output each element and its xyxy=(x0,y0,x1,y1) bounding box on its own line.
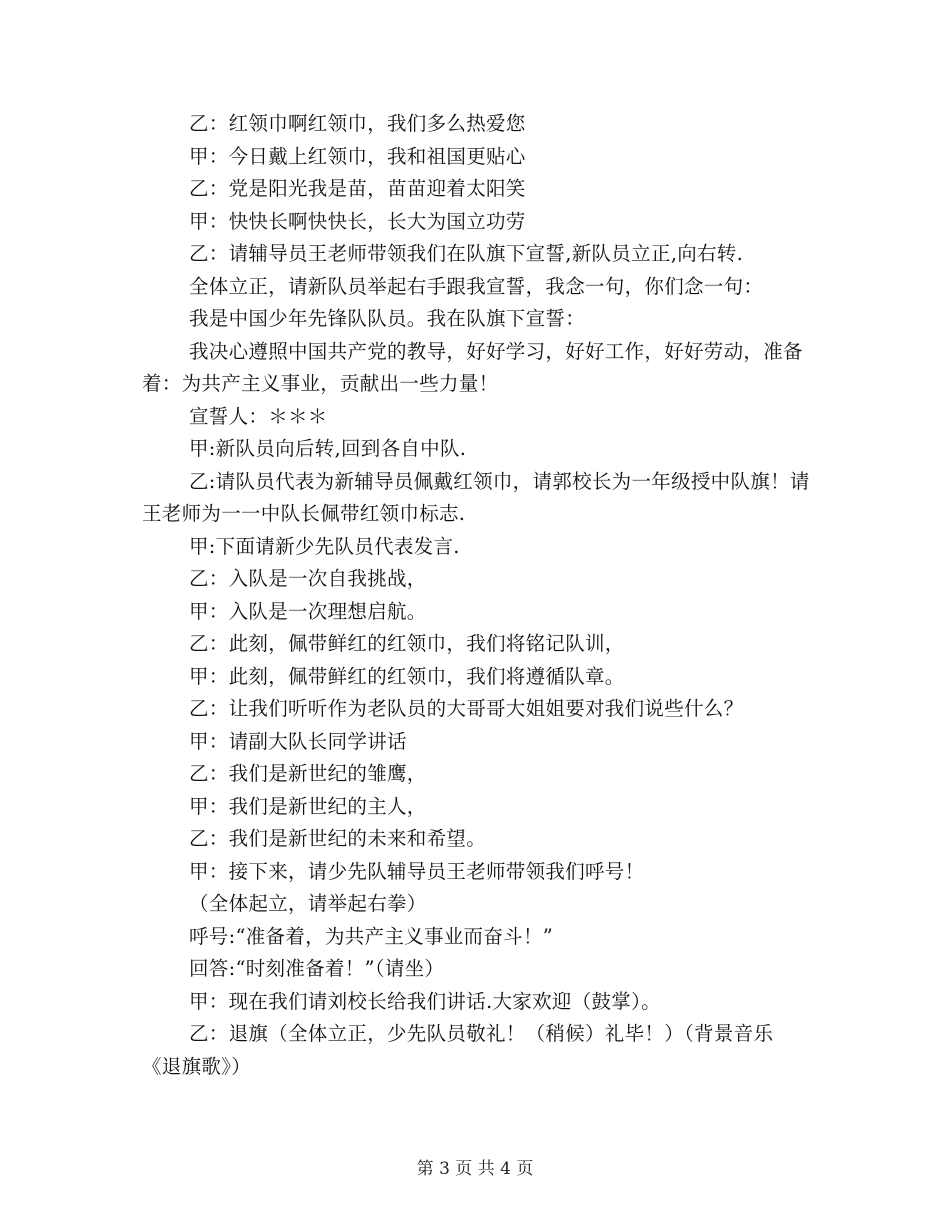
paragraph: 甲:新队员向后转,回到各自中队. xyxy=(189,437,467,460)
paragraph: 甲：接下来，请少先队辅导员王老师带领我们呼号！ xyxy=(189,859,645,883)
paragraph: 全体立正，请新队员举起右手跟我宣誓，我念一句，你们念一句： xyxy=(189,274,764,298)
paragraph: 我是中国少年先锋队队员。我在队旗下宣誓： xyxy=(189,307,586,330)
paragraph: 甲：快快长啊快快长，长大为国立功劳 xyxy=(189,209,526,233)
paragraph: 乙:请队员代表为新辅导员佩戴红领巾，请郭校长为一年级授中队旗！请王老师为一一中队长佩带红领巾标志. xyxy=(142,469,810,525)
paragraph: 甲：入队是一次理想启航。 xyxy=(189,599,427,623)
paragraph: 甲：我们是新世纪的主人， xyxy=(189,794,427,818)
paragraph: 乙：请辅导员王老师带领我们在队旗下宣誓,新队员立正,向右转. xyxy=(189,242,744,265)
paragraph: 甲：请副大队长同学讲话 xyxy=(189,729,407,753)
paragraph: 乙：让我们听听作为老队员的大哥哥大姐姐要对我们说些什么？ xyxy=(189,697,744,720)
paragraph: 乙：我们是新世纪的未来和希望。 xyxy=(189,827,487,850)
paragraph: 乙：入队是一次自我挑战， xyxy=(189,567,427,590)
paragraph: 呼号:“准备着，为共产主义事业而奋斗！” xyxy=(189,924,554,948)
paragraph: 我决心遵照中国共产党的教导，好好学习，好好工作，好好劳动，准备着：为共产主义事业，贡献出一些力量！ xyxy=(142,339,803,395)
document-body xyxy=(142,108,812,1083)
paragraph: 宣誓人：＊＊＊ xyxy=(189,404,328,428)
paragraph: 乙：此刻，佩带鲜红的红领巾，我们将铭记队训， xyxy=(189,632,625,655)
paragraph: 回答:“时刻准备着！”（请坐） xyxy=(189,957,445,980)
paragraph: 甲:下面请新少先队员代表发言. xyxy=(189,534,460,558)
paragraph: 乙：红领巾啊红领巾，我们多么热爱您 xyxy=(189,112,526,135)
page-number-footer: 第 3 页 共 4 页 xyxy=(416,1159,534,1179)
paragraph: 乙：退旗（全体立正，少先队员敬礼！（稍候）礼毕！）（背景音乐《退旗歌》） xyxy=(142,1022,774,1078)
paragraph: （全体起立，请举起右拳） xyxy=(189,892,427,915)
paragraph: 甲：现在我们请刘校长给我们讲话.大家欢迎（鼓掌）。 xyxy=(189,989,661,1013)
paragraph: 乙：党是阳光我是苗，苗苗迎着太阳笑 xyxy=(189,177,526,200)
paragraph: 甲：今日戴上红领巾，我和祖国更贴心 xyxy=(189,144,526,168)
paragraph: 乙：我们是新世纪的雏鹰， xyxy=(189,762,427,785)
paragraph: 甲：此刻，佩带鲜红的红领巾，我们将遵循队章。 xyxy=(189,664,625,688)
